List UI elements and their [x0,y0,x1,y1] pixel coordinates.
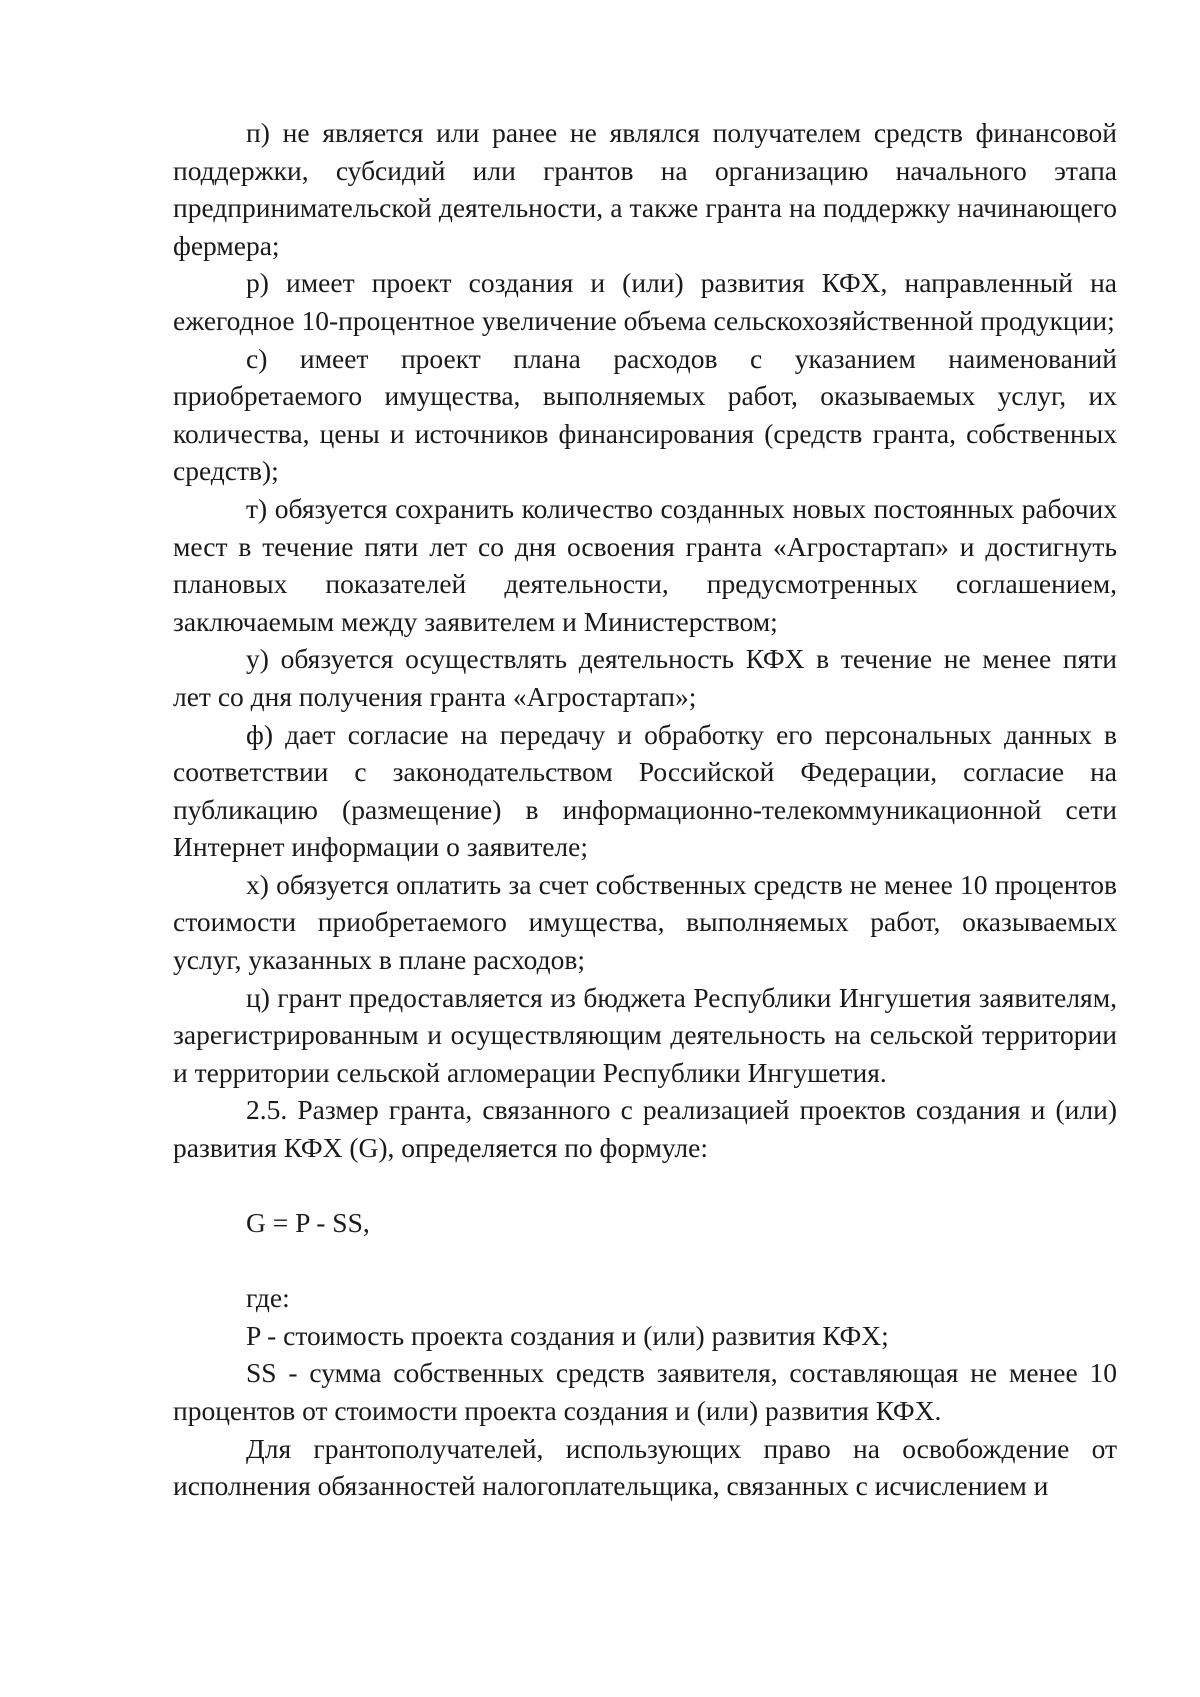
paragraph-item-s: с) имеет проект плана расходов с указанием наименований приобретаемого имущества, выполняемых работ, оказываемых услуг, их количества, цены и источников финансирования (средств гранта, собственных средств); [173,342,1117,487]
document-body [173,114,1117,1505]
paragraph-definition-p: P - стоимость проекта создания и (или) развития КФХ; [246,1319,889,1351]
paragraph-where: где: [246,1282,290,1314]
paragraph-item-ts: ц) грант предоставляется из бюджета Республики Ингушетия заявителям, зарегистрированным и осуществляющим деятельность на сельской территории и территории сельской агломерации Республики Ингушетия. [173,981,1117,1088]
paragraph-section-2-5: 2.5. Размер гранта, связанного с реализацией проектов создания и (или) развития КФХ (G), определяется по формуле: [173,1094,1117,1164]
grant-formula: G = P - SS, [246,1206,370,1238]
paragraph-item-u: у) обязуется осуществлять деятельность КФХ в течение не менее пяти лет со дня получения гранта «Агростартап»; [173,643,1117,712]
paragraph-item-f: ф) дает согласие на передачу и обработку его персональных данных в соответствии с законодательством Российской Федерации, согласие на публикацию (размещение) в информационно-телекоммуникационной сети Интернет информации о заявителе; [173,718,1117,863]
paragraph-item-p: п) не является или ранее не являлся получателем средств финансовой поддержки, субсидий или грантов на организацию начального этапа предпринимательской деятельности, а также гранта на поддержку начинающего фермера; [173,117,1117,261]
paragraph-item-t: т) обязуется сохранить количество созданных новых постоянных рабочих мест в течение пяти лет со дня освоения гранта «Агростартап» и достигнуть плановых показателей деятельности, предусмотренных соглашением, заключаемым между заявителем и Министерством; [173,492,1117,637]
paragraph-item-r: р) имеет проект создания и (или) развития КФХ, направленный на ежегодное 10-процентное увеличение объема сельскохозяйственной продукции; [173,267,1117,336]
paragraph-tax-exemption: Для грантополучателей, использующих право на освобождение от исполнения обязанностей налогоплательщика, связанных с исчислением и [173,1432,1117,1502]
paragraph-item-kh: х) обязуется оплатить за счет собственных средств не менее 10 процентов стоимости приобретаемого имущества, выполняемых работ, оказываемых услуг, указанных в плане расходов; [173,868,1117,976]
paragraph-definition-ss: SS - сумма собственных средств заявителя, составляющая не менее 10 процентов от стоимости проекта создания и (или) развития КФХ. [173,1357,1117,1426]
